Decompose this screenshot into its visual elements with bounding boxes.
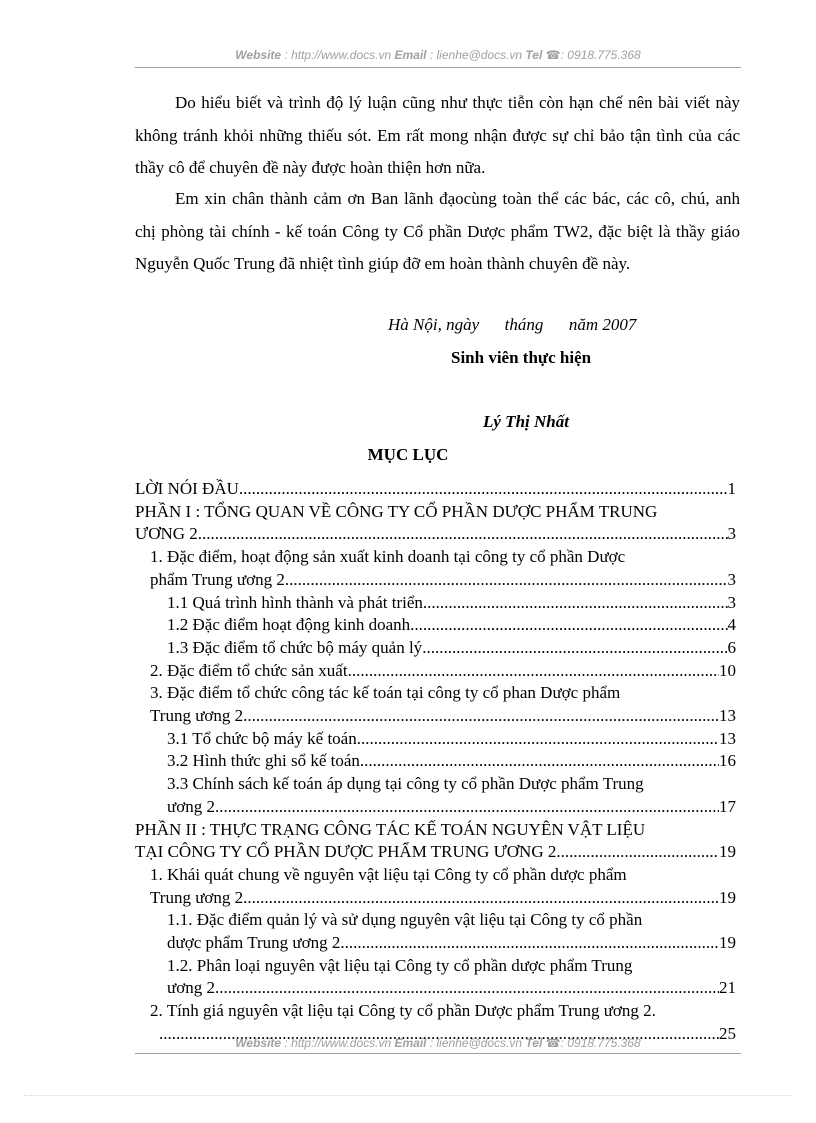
header-email-value[interactable]: : lienhe@docs.vn — [429, 48, 523, 62]
header-tel-label: Tel — [525, 48, 543, 62]
toc-leader — [247, 887, 719, 910]
toc-entry[interactable] — [150, 569, 736, 592]
toc-entry[interactable] — [167, 637, 736, 660]
toc-entry-text: ương 2. — [167, 978, 220, 998]
toc-entry-page: 3 — [727, 569, 736, 589]
phone-icon: ☎ — [545, 48, 561, 62]
toc-entry[interactable] — [135, 841, 736, 864]
header-website-value[interactable]: : http://www.docs.vn — [284, 48, 392, 62]
toc-leader — [215, 796, 719, 819]
footer-website-label: Website — [235, 1036, 282, 1050]
toc-leader — [289, 569, 727, 592]
toc-entry[interactable] — [167, 750, 736, 773]
header-divider — [135, 67, 741, 68]
toc-entry[interactable] — [167, 614, 736, 637]
toc-entry-page: 17 — [719, 796, 736, 816]
toc-leader — [219, 977, 719, 1000]
footer-tel-value: : 0918.775.368 — [560, 1036, 641, 1050]
page-bottom-divider — [24, 1095, 792, 1096]
toc-entry[interactable] — [150, 887, 736, 910]
header-email-label: Email — [394, 48, 427, 62]
toc-entry[interactable] — [167, 977, 736, 1000]
toc-title: MỤC LỤC — [367, 445, 449, 464]
toc-leader — [556, 841, 719, 864]
toc-entry-text: ƯƠNG 2 — [135, 524, 198, 544]
toc-entry-text: dược phẩm Trung ương 2. — [167, 933, 345, 952]
header-tel-value: : 0918.775.368 — [560, 48, 641, 62]
toc-entry-text: 3.2 Hình thức ghi sổ kế toán. — [167, 751, 365, 771]
toc-entry-line[interactable]: PHẦN I : TỔNG QUAN VỀ CÔNG TY CỔ PHẦN DƯỢC PHẨM TRUNG — [135, 501, 658, 521]
toc-leader — [239, 478, 728, 501]
footer-email-label: Email — [394, 1036, 427, 1050]
toc-entry-page: 3 — [727, 592, 736, 612]
footer-tel-label: Tel — [525, 1036, 543, 1050]
toc-entry-page: 19 — [719, 933, 736, 952]
header-website-label: Website — [235, 48, 282, 62]
toc-entry-line[interactable]: 1. Đặc điểm, hoạt động sản xuất kinh doanh tại công ty cổ phần Dược — [150, 547, 626, 567]
page-header — [135, 48, 741, 62]
toc-entry[interactable] — [150, 705, 736, 728]
toc-entry-line[interactable]: 2. Tính giá nguyên vật liệu tại Công ty cổ phần Dược phẩm Trung ương 2. — [150, 1001, 656, 1021]
toc-entry-text: Trung ương 2. — [150, 706, 248, 725]
toc-entry-text: 1.1 Quá trình hình thành và phát triển — [167, 592, 423, 612]
toc-entry-page: 10 — [719, 660, 736, 680]
toc-entry-page: 25 — [719, 1023, 736, 1043]
toc-entry-page: 19 — [719, 887, 736, 907]
toc-entry[interactable] — [135, 478, 736, 501]
toc-entry-page: 6 — [727, 637, 736, 657]
toc-entry[interactable] — [135, 523, 736, 546]
toc-entry-text: phẩm Trung ương 2. — [150, 569, 290, 589]
toc-entry[interactable] — [150, 660, 736, 683]
toc-leader — [198, 523, 728, 546]
toc-entry-text: LỜI NÓI ĐẦU — [135, 479, 239, 498]
toc-leader — [364, 750, 719, 773]
toc-entry-line[interactable]: 3. Đặc điểm tổ chức công tác kế toán tại công ty cổ phan Dược phẩm — [150, 683, 621, 703]
toc-leader — [352, 660, 719, 683]
toc-entry-page: 16 — [719, 751, 736, 771]
toc-entry-text: 3.1 Tổ chức bộ máy kế toán. — [167, 728, 361, 748]
footer-divider — [135, 1053, 741, 1054]
toc-leader — [422, 637, 727, 660]
toc-entry[interactable] — [167, 728, 736, 751]
toc-entry-text: TẠI CÔNG TY CỔ PHẦN DƯỢC PHẨM TRUNG ƯƠNG 2 — [135, 842, 557, 862]
toc-entry-page: 19 — [719, 842, 736, 862]
toc-leader — [247, 705, 719, 728]
toc-entry-text: Trung ương 2. — [150, 887, 248, 907]
toc-leader — [361, 728, 719, 751]
toc-leader — [345, 932, 719, 955]
phone-icon: ☎ — [545, 1036, 561, 1050]
toc-entry-line[interactable]: 3.3 Chính sách kế toán áp dụng tại công ty cổ phần Dược phẩm Trung — [167, 774, 644, 794]
toc-entry-page: 3 — [727, 524, 736, 544]
page-footer — [135, 1036, 741, 1050]
toc-entry-page: 13 — [719, 706, 736, 725]
toc-entry-line[interactable]: 1.2. Phân loại nguyên vật liệu tại Công ty cổ phần dược phẩm Trung — [167, 955, 633, 975]
toc-entry-line[interactable]: 1.1. Đặc điểm quản lý và sử dụng nguyên vật liệu tại Công ty cổ phần — [167, 910, 643, 930]
toc-entry-text: 1.2 Đặc điểm hoạt động kinh doanh — [167, 615, 411, 635]
toc-entry-page: 4 — [727, 615, 736, 635]
toc-entry-page: 1 — [727, 479, 736, 498]
toc-entry-line[interactable]: PHẦN II : THỰC TRẠNG CÔNG TÁC KẾ TOÁN NGUYÊN VẬT LIỆU — [135, 819, 646, 839]
toc-entry[interactable] — [167, 796, 736, 819]
toc-entry-page: 13 — [719, 728, 736, 748]
toc-entry-text: 1.3 Đặc điểm tổ chức bộ máy quản lý — [167, 637, 423, 657]
toc-leader — [423, 592, 728, 615]
toc-entry[interactable] — [167, 592, 736, 615]
footer-email-value[interactable]: : lienhe@docs.vn — [429, 1036, 523, 1050]
footer-website-value[interactable]: : http://www.docs.vn — [284, 1036, 392, 1050]
body-paragraph-2: Em xin chân thành cảm ơn Ban lãnh đạocùng toàn thể các bác, các cô, chú, anh chị phòng tài chính - kế toán Công ty Cổ phần Dược phẩm TW2, đặc biệt là thầy giáo Nguyễn Quốc Trung đã nhiệt tình giúp đỡ em hoàn thành chuyên đề này. — [135, 189, 740, 273]
signature-date: Hà Nội, ngày tháng năm 2007 — [388, 315, 637, 334]
body-paragraph-1: Do hiểu biết và trình độ lý luận cũng như thực tiễn còn hạn chế nên bài viết này không tránh khỏi những thiếu sót. Em rất mong nhận được sự chỉ bảo tận tình của các thầy cô để chuyên đề này được hoàn thiện hơn nữa. — [135, 93, 740, 177]
signature-role: Sinh viên thực hiện — [451, 348, 592, 367]
toc-entry-text: 2. Đặc điểm tổ chức sản xuất. — [150, 660, 352, 680]
toc-entry-line[interactable]: 1. Khái quát chung về nguyên vật liệu tại Công ty cổ phần dược phẩm — [150, 864, 627, 884]
toc-entry[interactable] — [167, 932, 736, 955]
toc-leader — [410, 614, 727, 637]
toc-entry-text: ương 2 — [167, 796, 215, 816]
toc-entry-page: 21 — [719, 978, 736, 998]
signature-name: Lý Thị Nhất — [483, 412, 569, 431]
